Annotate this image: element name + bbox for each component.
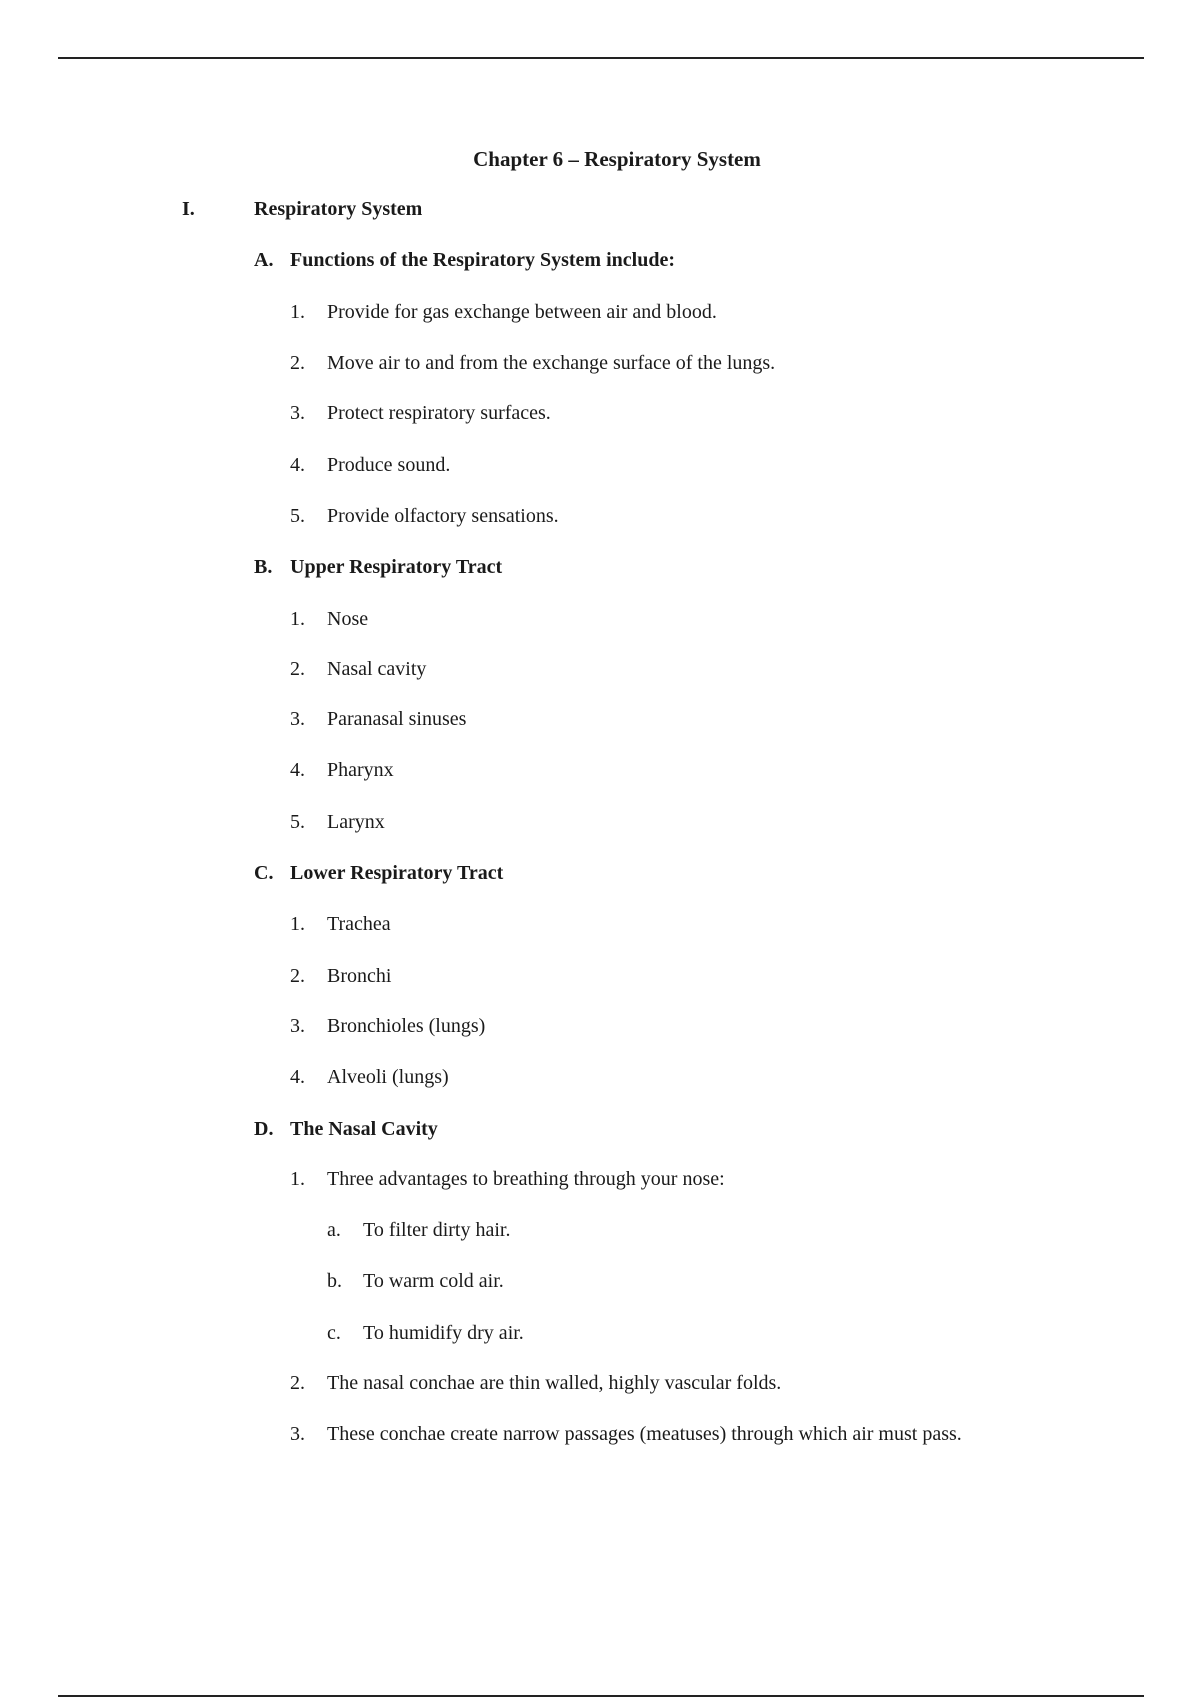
list-item-marker: 3. [290,402,305,424]
list-item-text: Paranasal sinuses [327,708,467,730]
list-item-marker: 5. [290,505,305,527]
list-item-text: Nose [327,608,369,630]
list-item-text: Bronchi [327,965,392,987]
list-item-marker: 2. [290,1372,305,1394]
page-title: Chapter 6 – Respiratory System [473,147,761,171]
list-item-marker: 2. [290,965,305,987]
list-item-marker: 3. [290,1015,305,1037]
list-item-text: Produce sound. [327,454,451,476]
subsection-marker: A. [254,249,274,271]
subsection-marker: B. [254,556,273,578]
list-item-text: The nasal conchae are thin walled, highly vascular folds. [327,1372,782,1394]
list-item-marker: 2. [290,352,305,374]
sub-list-item-text: To filter dirty hair. [363,1219,511,1241]
list-item-text: These conchae create narrow passages (meatuses) through which air must pass. [327,1423,962,1445]
list-item-marker: 4. [290,1066,305,1088]
subsection-heading-text: The Nasal Cavity [290,1118,438,1140]
list-item-marker: 1. [290,913,305,935]
list-item-text: Move air to and from the exchange surface of the lungs. [327,352,776,374]
subsection-heading-text: Lower Respiratory Tract [290,862,504,884]
sub-list-item-marker: b. [327,1270,342,1292]
list-item-marker: 1. [290,1168,305,1190]
section-marker: I. [182,198,195,220]
section-heading-text: Respiratory System [254,198,423,220]
subsection-heading-text: Functions of the Respiratory System include: [290,249,675,271]
list-item-marker: 3. [290,1423,305,1445]
list-item-marker: 1. [290,608,305,630]
list-item-text: Nasal cavity [327,658,427,680]
list-item-marker: 5. [290,811,305,833]
list-item-text: Trachea [327,913,391,935]
list-item-text: Larynx [327,811,385,833]
list-item-text: Bronchioles (lungs) [327,1015,486,1037]
sub-list-item-text: To warm cold air. [363,1270,504,1292]
list-item-marker: 1. [290,301,305,323]
subsection-marker: C. [254,862,274,884]
list-item-text: Provide olfactory sensations. [327,505,559,527]
list-item-marker: 2. [290,658,305,680]
top-rule [58,57,1144,59]
list-item-text: Three advantages to breathing through your nose: [327,1168,725,1190]
sub-list-item-marker: a. [327,1219,341,1241]
list-item-marker: 3. [290,708,305,730]
list-item-marker: 4. [290,759,305,781]
list-item-text: Pharynx [327,759,394,781]
sub-list-item-marker: c. [327,1322,341,1344]
subsection-marker: D. [254,1118,274,1140]
list-item-text: Provide for gas exchange between air and blood. [327,301,717,323]
list-item-marker: 4. [290,454,305,476]
sub-list-item-text: To humidify dry air. [363,1322,524,1344]
list-item-text: Alveoli (lungs) [327,1066,449,1088]
list-item-text: Protect respiratory surfaces. [327,402,551,424]
subsection-heading-text: Upper Respiratory Tract [290,556,503,578]
bottom-rule [58,1695,1144,1697]
